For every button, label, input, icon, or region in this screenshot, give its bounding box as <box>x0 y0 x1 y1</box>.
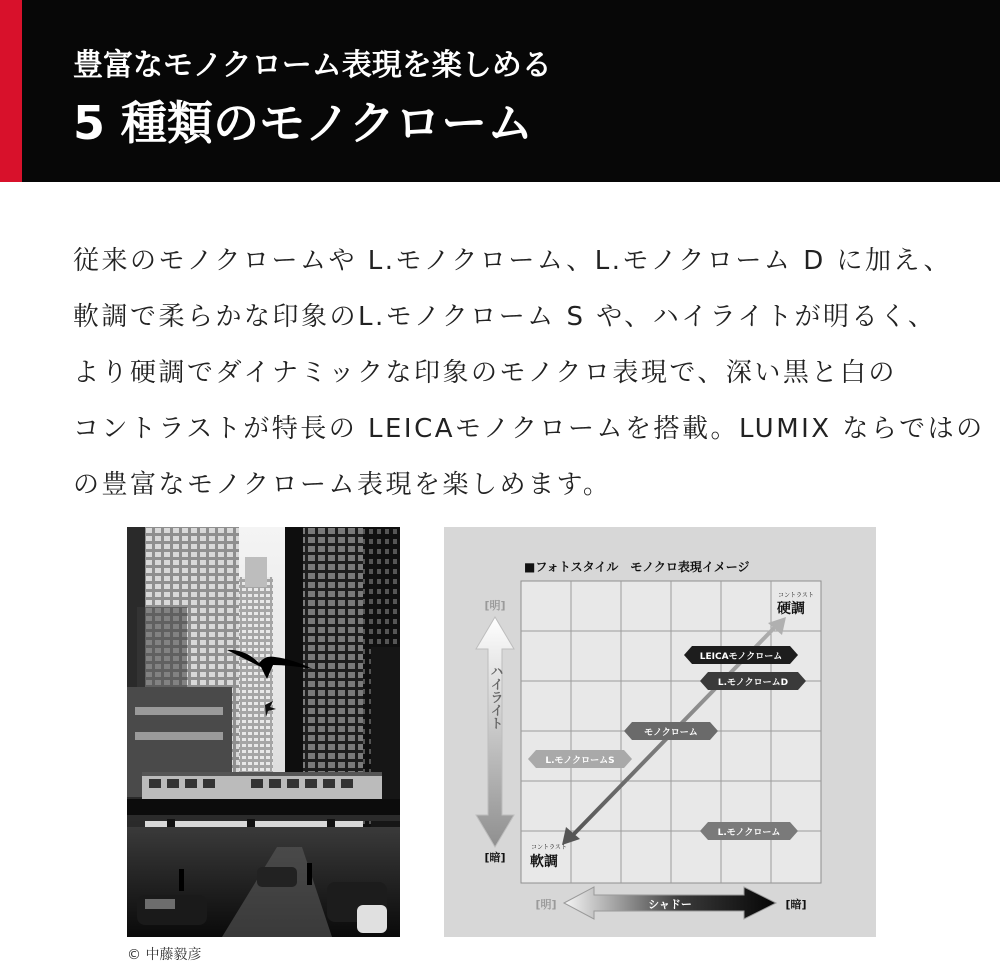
style-tag-l-monochrome-s <box>528 750 632 768</box>
header-subtitle: 豊富なモノクローム表現を楽しめる <box>73 48 552 83</box>
x-axis-name: シャドー <box>648 898 692 911</box>
description <box>73 233 985 513</box>
description-line: 軟調で柔らかな印象のL.モノクローム S や、ハイライトが明るく、 <box>73 302 937 332</box>
style-tag-l-monochrome <box>700 822 798 840</box>
photo-style-diagram <box>444 527 876 937</box>
hard-contrast-label: 硬調 <box>777 601 805 617</box>
style-tag-l-monochrome-d <box>700 672 806 690</box>
svg-text:LEICAモノクローム: LEICAモノクローム <box>699 652 783 662</box>
description-line: コントラストが特長の LEICAモノクロームを搭載。LUMIX ならではの <box>73 414 985 444</box>
style-tag-monochrome <box>624 722 718 740</box>
svg-text:L.モノクロームS: L.モノクロームS <box>545 756 615 766</box>
x-axis-left-label: [明] <box>535 898 557 911</box>
svg-text:L.モノクロームD: L.モノクロームD <box>717 678 789 688</box>
style-tag-leica-monochrome <box>684 646 798 664</box>
x-axis-right-label: [暗] <box>785 898 807 911</box>
description-line: の豊富なモノクローム表現を楽しめます。 <box>73 470 612 500</box>
y-axis-bottom-label: [暗] <box>484 851 506 864</box>
monochrome-photo <box>127 527 400 937</box>
photo-credit: © 中藤毅彦 <box>127 947 202 963</box>
svg-text:L.モノクローム: L.モノクローム <box>717 828 781 838</box>
hard-contrast-small: コントラスト <box>778 592 814 599</box>
diagram-title: ■フォトスタイル モノクロ表現イメージ <box>524 560 750 574</box>
y-axis-name: ハイライト <box>487 664 503 730</box>
soft-contrast-small: コントラスト <box>531 844 567 851</box>
header-title: 5 種類のモノクローム <box>73 96 534 150</box>
soft-contrast-label: 軟調 <box>530 854 558 870</box>
accent-bar <box>0 0 22 182</box>
header-banner <box>0 0 1000 182</box>
description-line: より硬調でダイナミックな印象のモノクロ表現で、深い黒と白の <box>73 358 897 388</box>
description-line: 従来のモノクロームや L.モノクローム、L.モノクローム D に加え、 <box>73 246 953 276</box>
svg-text:モノクローム: モノクローム <box>644 728 698 738</box>
highlight-axis-arrow <box>476 617 514 847</box>
y-axis-top-label: [明] <box>484 599 506 612</box>
